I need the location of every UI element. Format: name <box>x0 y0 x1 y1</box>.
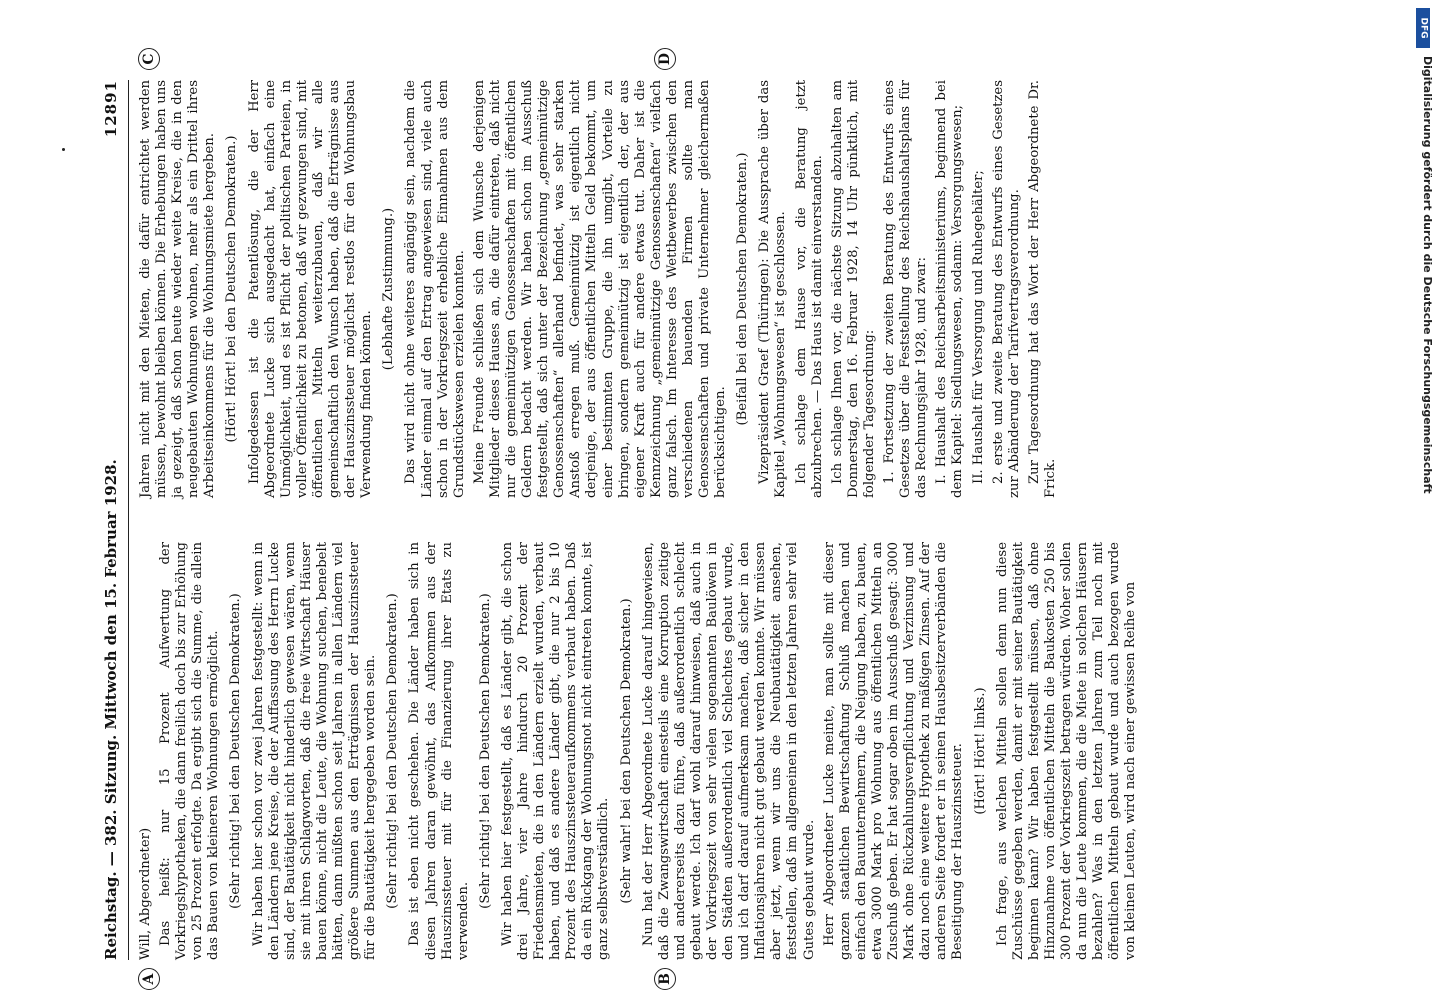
paragraph: Wir haben hier schon vor zwei Jahren festgestellt: wenn in den Ländern jene Kreise, die der Auffassung des Herrn Lucke sind, der Bautätigkeit nicht hinderlich gewesen wären, wenn sie mit ihren Schlagworten, daß die freie Wirtschaft Häuser bauen könne, nicht die Leute, die Wohnung suchen, benebelt hätten, dann müßten schon seit Jahren in allen Ländern viel größere Summen aus den Erträgnissen der Hauszinssteuer für die Bautätigkeit hergegeben worden sein. <box>250 542 379 960</box>
paragraph: Nun hat der Herr Abgeordnete Lucke darauf hingewiesen, daß die Zwangswirtschaft einesteils eine Korruption zeitige und andererseits dazu führe, daß außerordentlich schlecht gebaut werde. Ich darf wohl darauf hinweisen, daß auch in der Vorkriegszeit von sehr vielen sogenannten Baulöwen in den Städten außerordentlich viel Schlechtes gebaut wurde, und ich darf darauf aufmerksam machen, daß sicher in den Inflationsjahren nicht gut gebaut werden konnte. Wir müssen aber jetzt, wenn wir uns die Neubautätigkeit ansehen, feststellen, daß im allgemeinen in den letzten Jahren sehr viel Gutes gebaut wurde. <box>640 542 817 960</box>
agenda-item: I. Haushalt des Reichsarbeitsministeriums, beginnend bei dem Kapitel: Siedlungswesen, sodann: Versorgungswesen; <box>934 80 966 498</box>
column-left <box>138 542 1143 960</box>
paragraph: Das wird nicht ohne weiteres angängig sein, nachdem die Länder einmal auf den Ertrag angewiesen sind, viele auch schon in der Vorkriegszeit erhebliche Einnahmen aus dem Grundstückswesen erzielen konnten. <box>403 80 467 498</box>
dfg-notice-text: Digitalisierung gefördert durch die Deutsche Forschungsgemeinschaft <box>1421 56 1434 494</box>
scan-speck <box>62 148 65 151</box>
paragraph: Wir haben hier festgestellt, daß es Länder gibt, die schon drei Jahre, vier Jahre hindurch 20 Prozent der Friedensmieten, die in den Ländern erzielt wurden, verbaut haben, und daß es andere Länder gibt, die nur 2 bis 10 Prozent des Hauszinssteueraufkommens verbaut haben. Daß da ein Rückgang der Wohnungsnot nicht eintreten konnte, ist ganz selbstverständlich. <box>499 542 612 960</box>
page-number: 12891 <box>102 80 120 138</box>
agenda-item: II. Haushalt für Versorgung und Ruhegehälter; <box>970 170 986 484</box>
rotated-text-block <box>94 52 1364 985</box>
agenda-item: 1. Fortsetzung der zweiten Beratung des Entwurfs eines Gesetzes über die Feststellung des Reichshaushaltsplans für das Rechnungsjahr 1928, und zwar: <box>882 80 930 498</box>
interjection: (Lebhafte Zustimmung.) <box>381 207 397 371</box>
margin-marker-a: A <box>138 968 160 990</box>
interjection: (Beifall bei den Deutschen Demokraten.) <box>735 152 751 426</box>
column-right <box>138 80 1063 498</box>
paragraph: Ich schlage Ihnen vor, die nächste Sitzung abzuhalten am Donnerstag, den 16. Februar 1928, 14 Uhr pünktlich, mit folgender Tagesordnung: <box>829 80 877 498</box>
interjection: (Sehr richtig! bei den Deutschen Demokraten.) <box>477 593 493 909</box>
paragraph: Ich frage, aus welchen Mitteln sollen denn nun diese Zuschüsse gegeben werden, damit er mit seiner Bautätigkeit beginnen kann? Wir haben festgestellt müssen, daß ohne Hinzunahme von öffentlichen Mitteln die Baukosten 250 bis 300 Prozent der Vorkriegszeit betragen würden. Woher sollen da nun die Leute kommen, die die Miete in solchen Häusern bezahlen? Was in den letzten Jahren zum Teil noch mit öffentlichen Mitteln gebaut wurde und auch bezogen wurde von kleinen Leuten, wird nach einer gewissen Reihe von <box>994 542 1139 960</box>
dfg-logo: DFG <box>1416 8 1430 48</box>
margin-marker-c: C <box>138 48 160 70</box>
interjection: (Sehr richtig! bei den Deutschen Demokraten.) <box>385 593 401 909</box>
interjection: (Sehr richtig! bei den Deutschen Demokraten.) <box>228 593 244 909</box>
paragraph: Herr Abgeordneter Lucke meinte, man sollte mit dieser ganzen staatlichen Bewirtschaftung Schluß machen und einfach den Bauunternehmern, die Neigung haben, zu bauen, etwa 3000 Mark pro Wohnung aus öffentlichen Mitteln an Zuschuß geben. Er hat sogar oben im Ausschuß gesagt: 3000 Mark ohne Rückzahlungsverpflichtung und Verzinsung und dazu noch eine weitere Hypothek zu mäßigen Zinsen. Auf der anderen Seite fordert er in seinen Hausbesitzerverbänden die Beseitigung der Hauszinssteuer. <box>821 542 966 960</box>
paragraph: Vizepräsident Graef (Thüringen): Die Aussprache über das Kapitel „Wohnungswesen“ ist geschlossen. <box>757 80 789 498</box>
agenda-item: 2. erste und zweite Beratung des Entwurfs eines Gesetzes zur Abänderung der Tarifvertragsverordnung. <box>990 80 1022 498</box>
paragraph: Das ist eben nicht geschehen. Die Länder haben sich in diesen Jahren daran gewöhnt, das Aufkommen aus der Hauszinssteuer mit für die Finanzierung ihrer Etats zu verwenden. <box>407 542 471 960</box>
paragraph: Das heißt: nur 15 Prozent Aufwertung der Vorkriegshypotheken, die dann freilich doch bis zur Erhöhung von 25 Prozent erfolgte. Da ergibt sich die Summe, die allein das Bauen von kleineren Wohnungen ermöglicht. <box>158 542 222 960</box>
paragraph: Ich schlage dem Hause vor, die Beratung jetzt abzubrechen. — Das Haus ist damit einverstanden. <box>793 80 825 498</box>
paragraph: Will, Abgeordneter) <box>138 827 153 960</box>
page-header <box>94 80 129 960</box>
paragraph: Zur Tagesordnung hat das Wort der Herr Abgeordnete Dr. Frick. <box>1026 80 1058 498</box>
dfg-notice <box>1416 0 1434 1000</box>
header-title: Reichstag. — 382. Sitzung. Mittwoch den 15. Februar 1928. <box>102 459 120 960</box>
interjection: (Sehr wahr! bei den Deutschen Demokraten.) <box>618 598 634 904</box>
margin-marker-b: B <box>654 968 676 990</box>
interjection: (Hört! Hört! bei den Deutschen Demokraten.) <box>224 135 240 443</box>
paragraph: Meine Freunde schließen sich dem Wunsche derjenigen Mitglieder dieses Hauses an, die dafür eintreten, daß nicht nur die gemeinnützigen Genossenschaften mit öffentlichen Geldern bedacht werden. Wir haben schon im Ausschuß festgestellt, daß sich unter der Bezeichnung „gemeinnützige Genossenschaften“ allerhand befindet, was sehr starken Anstoß erregen muß. Gemeinnützig ist eigentlich nicht derjenige, der aus öffentlichen Mitteln Geld bekommt, um einer bestimmten Gruppe, die ihn umgibt, Vorteile zu bringen, sondern gemeinnützig ist eigentlich der, der aus eigener Kraft auch für andere etwas tut. Daher ist die Kennzeichnung „gemeinnützige Genossenschaften“ vielfach ganz falsch. Im Interesse des Wettbewerbes zwischen den verschiedenen bauenden Firmen sollte man Genossenschaften und private Unternehmer gleichermaßen berücksichtigen. <box>471 80 729 498</box>
interjection: (Hört! Hört! links.) <box>972 687 988 815</box>
paragraph: Infolgedessen ist die Patentlösung, die der Herr Abgeordnete Lucke sich ausgedacht hat, einfach eine Unmöglichkeit, und es ist Pflicht der politischen Parteien, in voller Öffentlichkeit zu betonen, daß wir gezwungen sind, mit öffentlichen Mitteln weiterzubauen, daß wir alle gemeinschaftlich den Wunsch haben, daß die Erträgnisse aus der Hauszinssteuer möglichst restlos für den Wohnungsbau Verwendung finden können. <box>246 80 375 498</box>
margin-marker-d: D <box>654 48 676 70</box>
paragraph: Jahren nicht mit den Mieten, die dafür entrichtet werden müssen, bewohnt bleiben können. Die Erhebungen haben uns ja gezeigt, daß schon heute wieder weite Kreise, die in den neugebauten Wohnungen wohnen, mehr als ein Drittel ihres Arbeitseinkommens für die Wohnungsmiete hergeben. <box>138 80 218 498</box>
